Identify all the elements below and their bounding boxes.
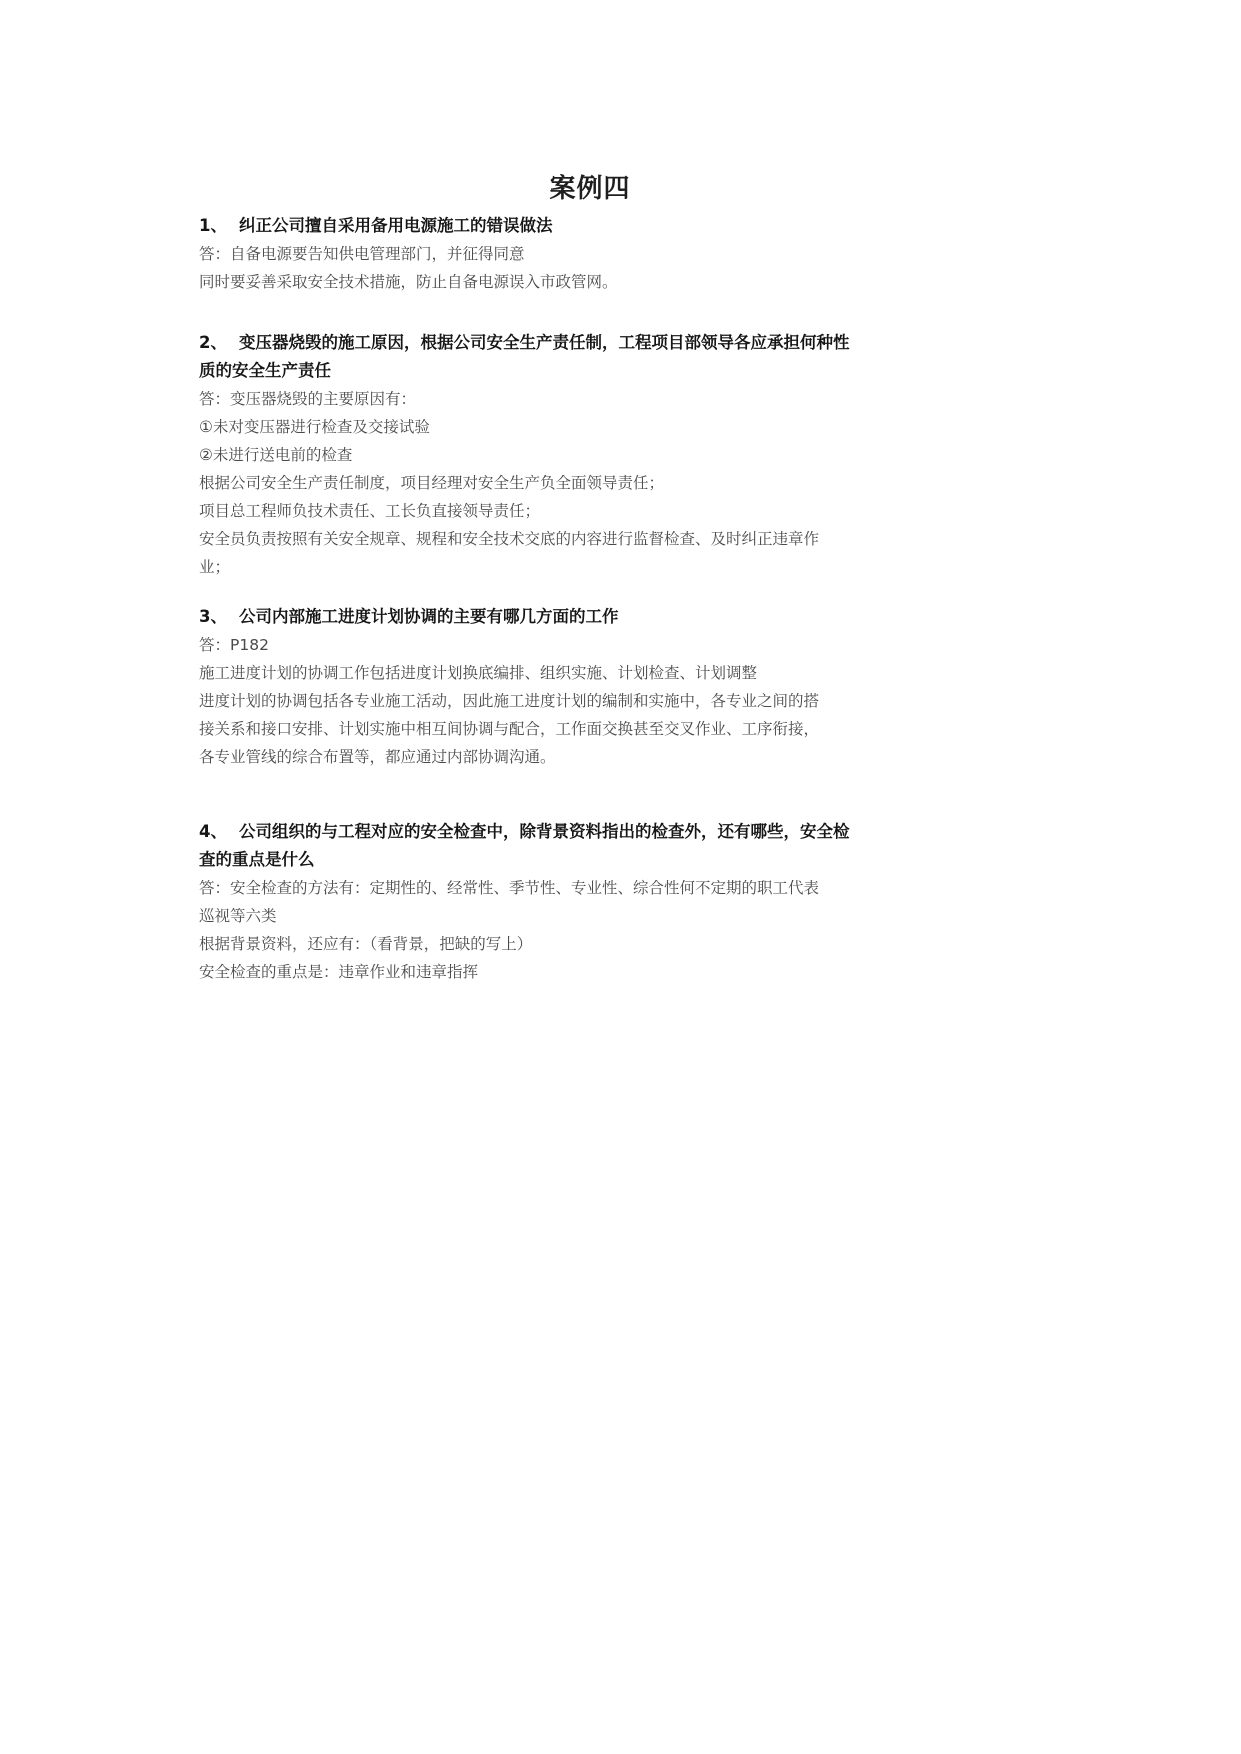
- question-heading: [199, 329, 979, 357]
- answer-line: ①未对变压器进行检查及交接试验: [199, 418, 430, 436]
- question-text-continued: 质的安全生产责任: [199, 361, 331, 380]
- question-section-1: [199, 212, 979, 296]
- answer-line: 安全检查的重点是：违章作业和违章指挥: [199, 963, 479, 981]
- answer-line: 各专业管线的综合布置等，都应通过内部协调沟通。: [199, 748, 556, 766]
- question-text: 公司内部施工进度计划协调的主要有哪几方面的工作: [239, 607, 619, 626]
- answer-line: 接关系和接口安排、计划实施中相互间协调与配合，工作面交换甚至交叉作业、工序衔接，: [199, 720, 820, 738]
- answer-line: ②未进行送电前的检查: [199, 446, 353, 464]
- question-text-continued: 查的重点是什么: [199, 850, 315, 869]
- answer-line: 答：安全检查的方法有：定期性的、经常性、季节性、专业性、综合性何不定期的职工代表: [199, 879, 820, 897]
- answer-line: 答：P182: [199, 636, 269, 654]
- answer-line: 安全员负责按照有关安全规章、规程和安全技术交底的内容进行监督检查、及时纠正违章作: [199, 530, 820, 548]
- question-text: 纠正公司擅自采用备用电源施工的错误做法: [239, 216, 553, 235]
- question-number: 4、: [199, 822, 227, 841]
- question-text: 变压器烧毁的施工原因，根据公司安全生产责任制，工程项目部领导各应承担何种性: [239, 333, 850, 352]
- question-text: 公司组织的与工程对应的安全检查中，除背景资料指出的检查外，还有哪些，安全检: [239, 822, 850, 841]
- answer-line: 巡视等六类: [199, 907, 277, 925]
- answer-line: 项目总工程师负技术责任、工长负直接领导责任；: [199, 502, 541, 520]
- question-section-3: [199, 603, 979, 771]
- answer-line: 根据背景资料，还应有：（看背景，把缺的写上）: [199, 935, 533, 953]
- question-number: 3、: [199, 607, 227, 626]
- answer-line: 答：自备电源要告知供电管理部门，并征得同意: [199, 245, 525, 263]
- question-section-2: [199, 329, 979, 581]
- question-heading: [199, 818, 979, 846]
- question-heading: [199, 212, 979, 240]
- document-title: 案例四: [549, 174, 631, 204]
- question-section-4: [199, 818, 979, 986]
- question-number: 2、: [199, 333, 227, 352]
- answer-line: 答：变压器烧毁的主要原因有：: [199, 390, 417, 408]
- question-number: 1、: [199, 216, 227, 235]
- answer-line: 施工进度计划的协调工作包括进度计划换底编排、组织实施、计划检查、计划调整: [199, 664, 758, 682]
- answer-line: 业；: [199, 558, 231, 576]
- answer-line: 根据公司安全生产责任制度，项目经理对安全生产负全面领导责任；: [199, 474, 665, 492]
- answer-line: 同时要妥善采取安全技术措施，防止自备电源误入市政管网。: [199, 273, 618, 291]
- question-heading: [199, 603, 979, 631]
- answer-line: 进度计划的协调包括各专业施工活动，因此施工进度计划的编制和实施中，各专业之间的搭: [199, 692, 820, 710]
